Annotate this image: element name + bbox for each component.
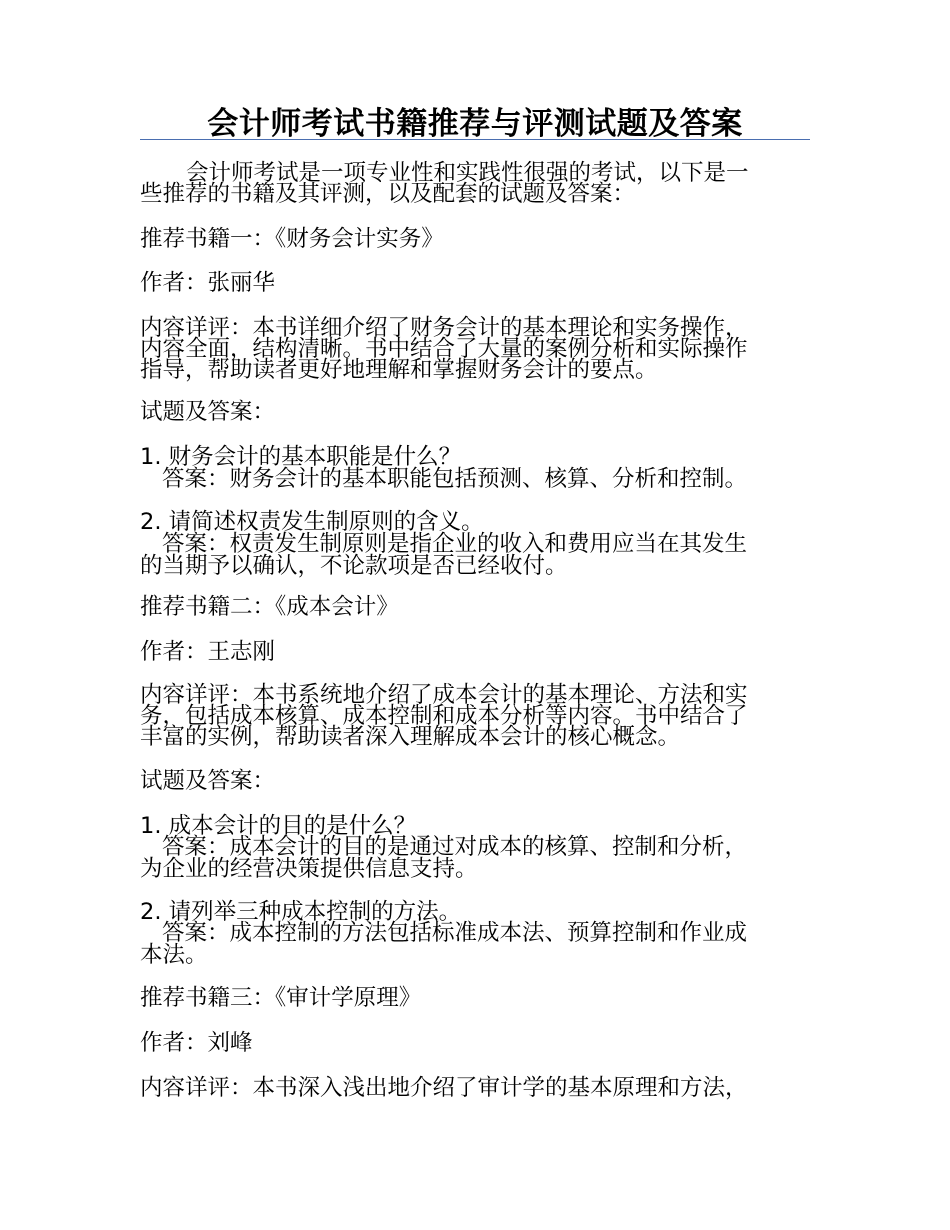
book-3-review: [140, 1073, 810, 1103]
book-1-author: 作者：张丽华: [140, 270, 276, 296]
review-line: 内容全面，结构清晰。书中结合了大量的案例分析和实际操作: [140, 336, 748, 362]
review-line: 务，包括成本核算、成本控制和成本分析等内容。书中结合了: [140, 703, 748, 729]
answer-line: 答案：成本会计的目的是通过对成本的核算、控制和分析，: [162, 834, 748, 860]
review-line: 内容详评：本书系统地介绍了成本会计的基本理论、方法和实: [140, 682, 748, 708]
intro-line: 些推荐的书籍及其评测，以及配套的试题及答案：: [140, 181, 636, 207]
book-2-heading: 推荐书籍二：《成本会计》: [140, 594, 399, 620]
title-underline: [140, 139, 810, 140]
book-1-heading: 推荐书籍一：《财务会计实务》: [140, 226, 444, 252]
intro-line: 会计师考试是一项专业性和实践性很强的考试，以下是一: [186, 160, 749, 186]
answer: [140, 836, 810, 880]
review-line: 指导，帮助读者更好地理解和掌握财务会计的要点。: [140, 357, 658, 383]
answer: [140, 922, 810, 966]
review-line: 内容详评：本书详细介绍了财务会计的基本理论和实务操作，: [140, 315, 748, 341]
book-1-qa-label: 试题及答案：: [140, 399, 276, 425]
question: 2. 请简述权责发生制原则的含义。: [140, 509, 484, 535]
answer-line: 答案：成本控制的方法包括标准成本法、预算控制和作业成: [162, 920, 748, 946]
intro-paragraph: [140, 160, 810, 207]
answer-line: 为企业的经营决策提供信息支持。: [140, 856, 478, 882]
answer-line: 答案：财务会计的基本职能包括预测、核算、分析和控制。: [162, 466, 748, 492]
answer: [140, 533, 810, 577]
answer-line: 本法。: [140, 942, 208, 968]
book-1-review: [140, 315, 810, 383]
book-3-author: 作者：刘峰: [140, 1030, 253, 1056]
question: 2. 请列举三种成本控制的方法。: [140, 899, 462, 925]
page-title: 会计师考试书籍推荐与评测试题及答案: [207, 106, 743, 142]
question: 1. 财务会计的基本职能是什么？: [140, 444, 462, 470]
book-2-qa-label: 试题及答案：: [140, 768, 276, 794]
book-2-review: [140, 682, 810, 750]
review-line: 丰富的实例，帮助读者深入理解成本会计的核心概念。: [140, 724, 681, 750]
review-line: 内容详评：本书深入浅出地介绍了审计学的基本原理和方法，: [140, 1075, 748, 1101]
answer-line: 答案：权责发生制原则是指企业的收入和费用应当在其发生: [162, 531, 748, 557]
answer-line: 的当期予以确认，不论款项是否已经收付。: [140, 553, 568, 579]
book-2-author: 作者：王志刚: [140, 639, 276, 665]
question: 1. 成本会计的目的是什么？: [140, 813, 417, 839]
answer: [140, 468, 810, 490]
book-3-heading: 推荐书籍三：《审计学原理》: [140, 985, 422, 1011]
